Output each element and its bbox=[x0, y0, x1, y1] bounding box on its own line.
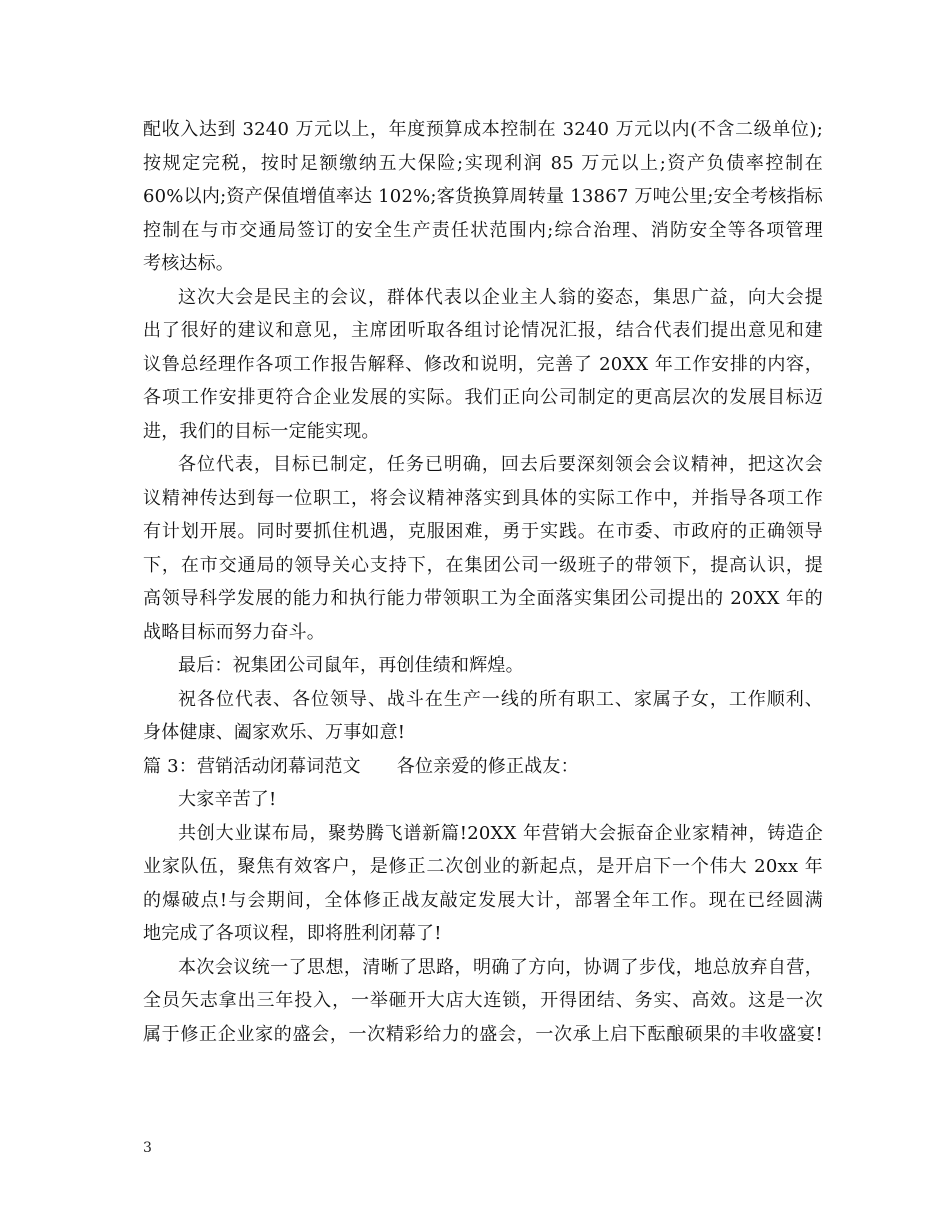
text-line: 业家队伍，聚焦有效客户，是修正二次创业的新起点，是开启下一个伟大 20xx 年 bbox=[143, 856, 823, 877]
text-line: 身体健康、阖家欢乐、万事如意! bbox=[143, 722, 406, 743]
text-line: 60%以内;资产保值增值率达 102%;客货换算周转量 13867 万吨公里;安全考核指标 bbox=[143, 186, 823, 207]
text-line: 大家辛苦了! bbox=[178, 789, 277, 810]
salutation: 各位亲爱的修正战友： bbox=[396, 755, 579, 777]
text-line: 下，在市交通局的领导关心支持下，在集团公司一级班子的带领下，提高认识，提 bbox=[143, 554, 823, 576]
text-line: 按规定完税，按时足额缴纳五大保险;实现利润 85 万元以上;资产负债率控制在 bbox=[143, 152, 823, 174]
text-line: 高领导科学发展的能力和执行能力带领职工为全面落实集团公司提出的 20XX 年的 bbox=[143, 588, 823, 609]
page-number: 3 bbox=[143, 1140, 152, 1156]
text-line: 进，我们的目标一定能实现。 bbox=[143, 420, 380, 442]
text-line: 共创大业谋布局，聚势腾飞谱新篇!20XX 年营销大会振奋企业家精神，铸造企 bbox=[178, 822, 823, 844]
text-line: 控制在与市交通局签订的安全生产责任状范围内;综合治理、消防安全等各项管理 bbox=[143, 219, 823, 241]
text-line: 祝各位代表、各位领导、战斗在生产一线的所有职工、家属子女，工作顺利、 bbox=[178, 688, 823, 710]
text-line: 考核达标。 bbox=[143, 253, 234, 274]
text-line: 最后：祝集团公司鼠年，再创佳绩和辉煌。 bbox=[178, 655, 524, 676]
text-line: 全员矢志拿出三年投入，一举砸开大店大连锁，开得团结、务实、高效。这是一次 bbox=[143, 990, 823, 1011]
document-body bbox=[143, 113, 823, 1051]
text-line: 有计划开展。同时要抓住机遇，克服困难，勇于实践。在市委、市政府的正确领导 bbox=[143, 521, 823, 542]
text-line: 地完成了各项议程，即将胜利闭幕了! bbox=[143, 923, 442, 944]
text-line: 各位代表，目标已制定，任务已明确，回去后要深刻领会会议精神，把这次会 bbox=[178, 454, 823, 475]
section-heading-line bbox=[143, 750, 823, 784]
text-line: 议精神传达到每一位职工，将会议精神落实到具体的实际工作中，并指导各项工作 bbox=[143, 487, 823, 509]
text-line: 配收入达到 3240 万元以上，年度预算成本控制在 3240 万元以内(不含二级单位); bbox=[143, 119, 823, 140]
text-line: 这次大会是民主的会议，群体代表以企业主人翁的姿态，集思广益，向大会提 bbox=[178, 286, 823, 308]
text-line: 属于修正企业家的盛会，一次精彩给力的盛会，一次承上启下酝酿硕果的丰收盛宴! bbox=[143, 1023, 823, 1045]
text-line: 议鲁总经理作各项工作报告解释、修改和说明，完善了 20XX 年工作安排的内容， bbox=[143, 353, 823, 375]
text-line: 出了很好的建议和意见，主席团听取各组讨论情况汇报，结合代表们提出意见和建 bbox=[143, 320, 823, 341]
text-line: 的爆破点!与会期间，全体修正战友敲定发展大计，部署全年工作。现在已经圆满 bbox=[143, 889, 823, 911]
text-line: 各项工作安排更符合企业发展的实际。我们正向公司制定的更高层次的发展目标迈 bbox=[143, 387, 823, 408]
text-line: 本次会议统一了思想，清晰了思路，明确了方向，协调了步伐，地总放弃自营， bbox=[178, 956, 823, 978]
section-heading: 篇 3：营销活动闭幕词范文 bbox=[143, 755, 361, 777]
text-line: 战略目标而努力奋斗。 bbox=[143, 621, 325, 643]
